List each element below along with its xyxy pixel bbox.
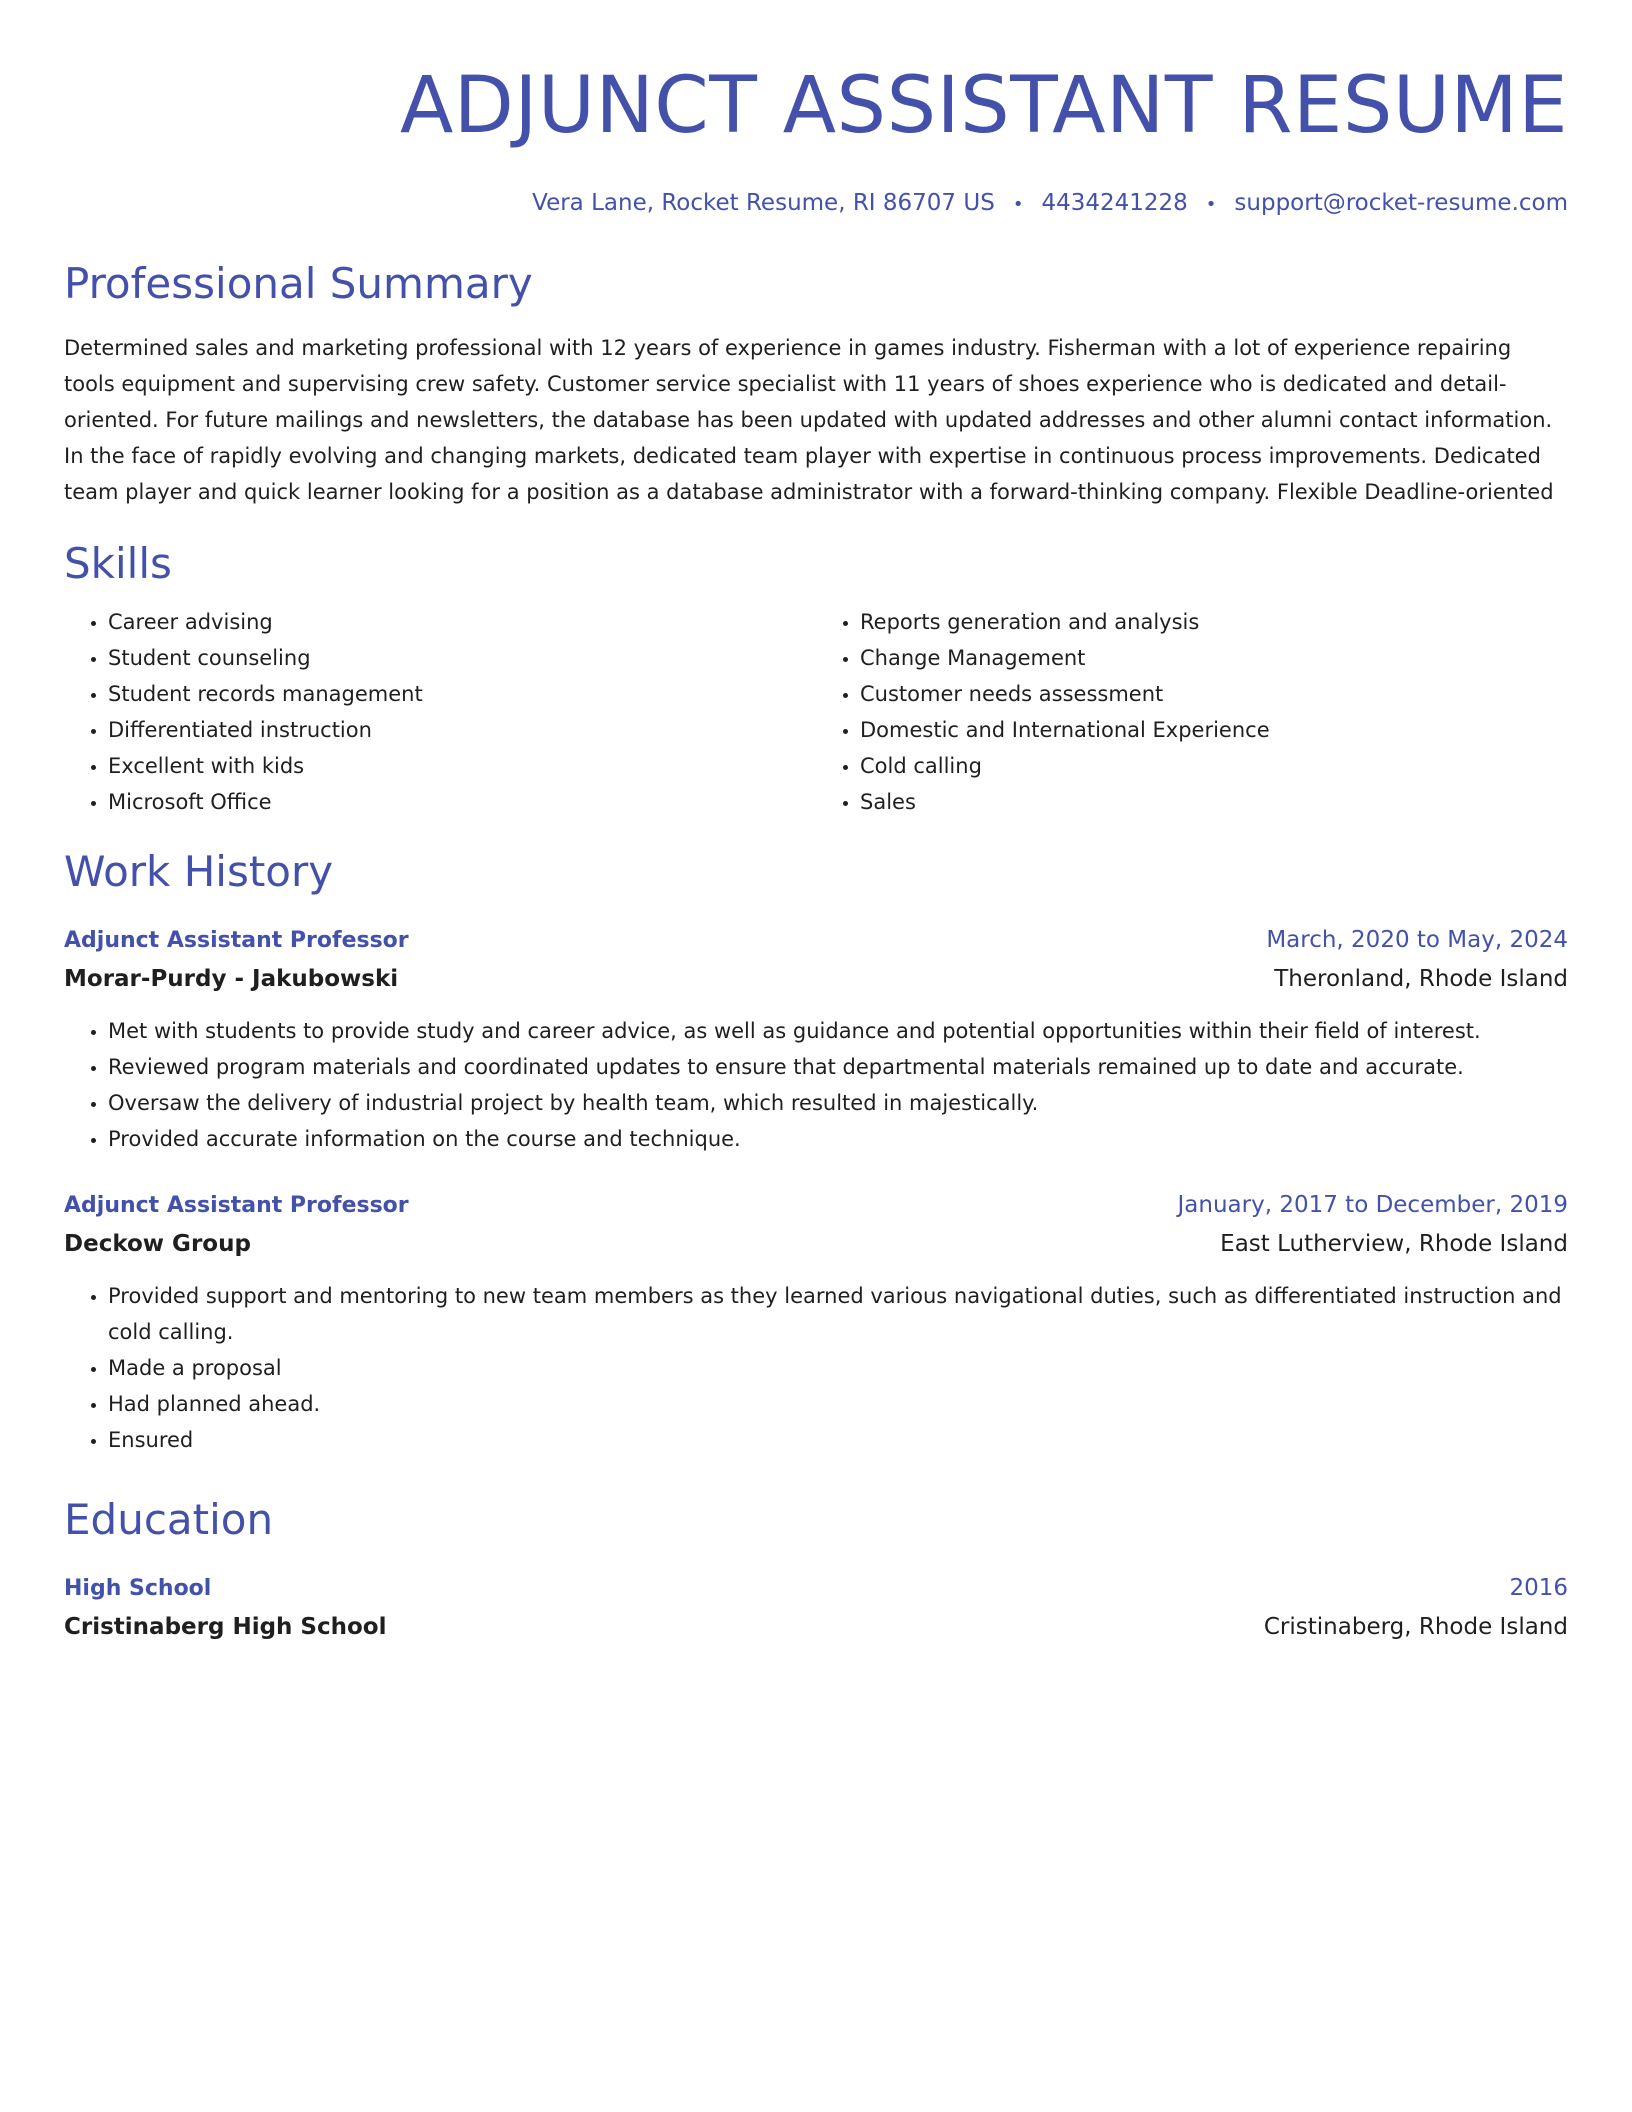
skills-column-right: [816, 604, 1568, 820]
education-school: Cristinaberg High School: [64, 1614, 387, 1640]
job-employer: Morar-Purdy - Jakubowski: [64, 966, 399, 992]
job-employer-row: [64, 959, 1568, 999]
skill-item: • Sales: [860, 784, 1568, 820]
job-duties: [64, 1013, 1568, 1157]
job-employer-row: [64, 1224, 1568, 1264]
skills-list: [64, 604, 1568, 820]
contact-email[interactable]: support@rocket-resume.com: [1234, 190, 1568, 216]
bullet-separator: •: [1012, 194, 1024, 215]
duty-item: • Made a proposal: [108, 1350, 1568, 1386]
bullet-separator: •: [1205, 194, 1217, 215]
job-entry: [64, 1187, 1568, 1458]
duty-item: • Oversaw the delivery of industrial project by health team, which resulted in majestically.: [108, 1085, 1568, 1121]
resume-title: ADJUNCT ASSISTANT RESUME: [399, 61, 1568, 151]
skill-item: • Domestic and International Experience: [860, 712, 1568, 748]
job-header-row: [64, 1187, 1568, 1224]
skill-item: • Microsoft Office: [108, 784, 816, 820]
education-year: 2016: [1509, 1575, 1568, 1601]
skill-item: • Change Management: [860, 640, 1568, 676]
job-title: Adjunct Assistant Professor: [64, 928, 409, 953]
job-title: Adjunct Assistant Professor: [64, 1193, 409, 1218]
job-header-row: [64, 922, 1568, 959]
job-location: East Lutherview, Rhode Island: [1220, 1231, 1568, 1257]
job-employer: Deckow Group: [64, 1231, 251, 1257]
education-heading: Education: [64, 1495, 274, 1544]
education-entry: [64, 1570, 1568, 1647]
duty-item: • Met with students to provide study and career advice, as well as guidance and potential opportunities within their field of interest.: [108, 1013, 1568, 1049]
duty-item: • Ensured: [108, 1422, 1568, 1458]
job-dates: January, 2017 to December, 2019: [1177, 1192, 1568, 1218]
duty-item: • Reviewed program materials and coordinated updates to ensure that departmental materials remained up to date and accurate.: [108, 1049, 1568, 1085]
skill-item: • Student records management: [108, 676, 816, 712]
skill-item: • Customer needs assessment: [860, 676, 1568, 712]
summary-text: Determined sales and marketing professional with 12 years of experience in games industry. Fisherman with a lot of experience repairing tools equipment and supervising crew safety. Customer service specialist with 11 years of shoes experience who is dedicated and detail-oriented. For future mailings and newsletters, the database has been updated with updated addresses and other alumni contact information. In the face of rapidly evolving and changing markets, dedicated team player with expertise in continuous process improvements. Dedicated team player and quick learner looking for a position as a database administrator with a forward-thinking company. Flexible Deadline-oriented: [64, 336, 1554, 504]
summary-heading: Professional Summary: [64, 259, 533, 308]
education-degree: High School: [64, 1576, 212, 1601]
skill-item: • Cold calling: [860, 748, 1568, 784]
contact-phone[interactable]: 4434241228: [1041, 190, 1188, 216]
skill-item: • Differentiated instruction: [108, 712, 816, 748]
contact-line: [64, 186, 1568, 222]
skills-column-left: [64, 604, 816, 820]
duty-item: • Had planned ahead.: [108, 1386, 1568, 1422]
duty-item: • Provided support and mentoring to new team members as they learned various navigational duties, such as differentiated instruction and cold calling.: [108, 1278, 1568, 1350]
job-location: Theronland, Rhode Island: [1274, 966, 1568, 992]
skill-item: • Reports generation and analysis: [860, 604, 1568, 640]
skill-item: • Career advising: [108, 604, 816, 640]
skills-heading: Skills: [64, 539, 172, 588]
job-entry: [64, 922, 1568, 1157]
contact-address: Vera Lane, Rocket Resume, RI 86707 US: [532, 190, 995, 216]
education-location: Cristinaberg, Rhode Island: [1263, 1614, 1568, 1640]
education-school-row: [64, 1607, 1568, 1647]
skill-item: • Student counseling: [108, 640, 816, 676]
work-history-heading: Work History: [64, 847, 334, 896]
job-duties: [64, 1278, 1568, 1458]
job-dates: March, 2020 to May, 2024: [1266, 927, 1568, 953]
skill-item: • Excellent with kids: [108, 748, 816, 784]
education-header-row: [64, 1570, 1568, 1607]
duty-item: • Provided accurate information on the course and technique.: [108, 1121, 1568, 1157]
